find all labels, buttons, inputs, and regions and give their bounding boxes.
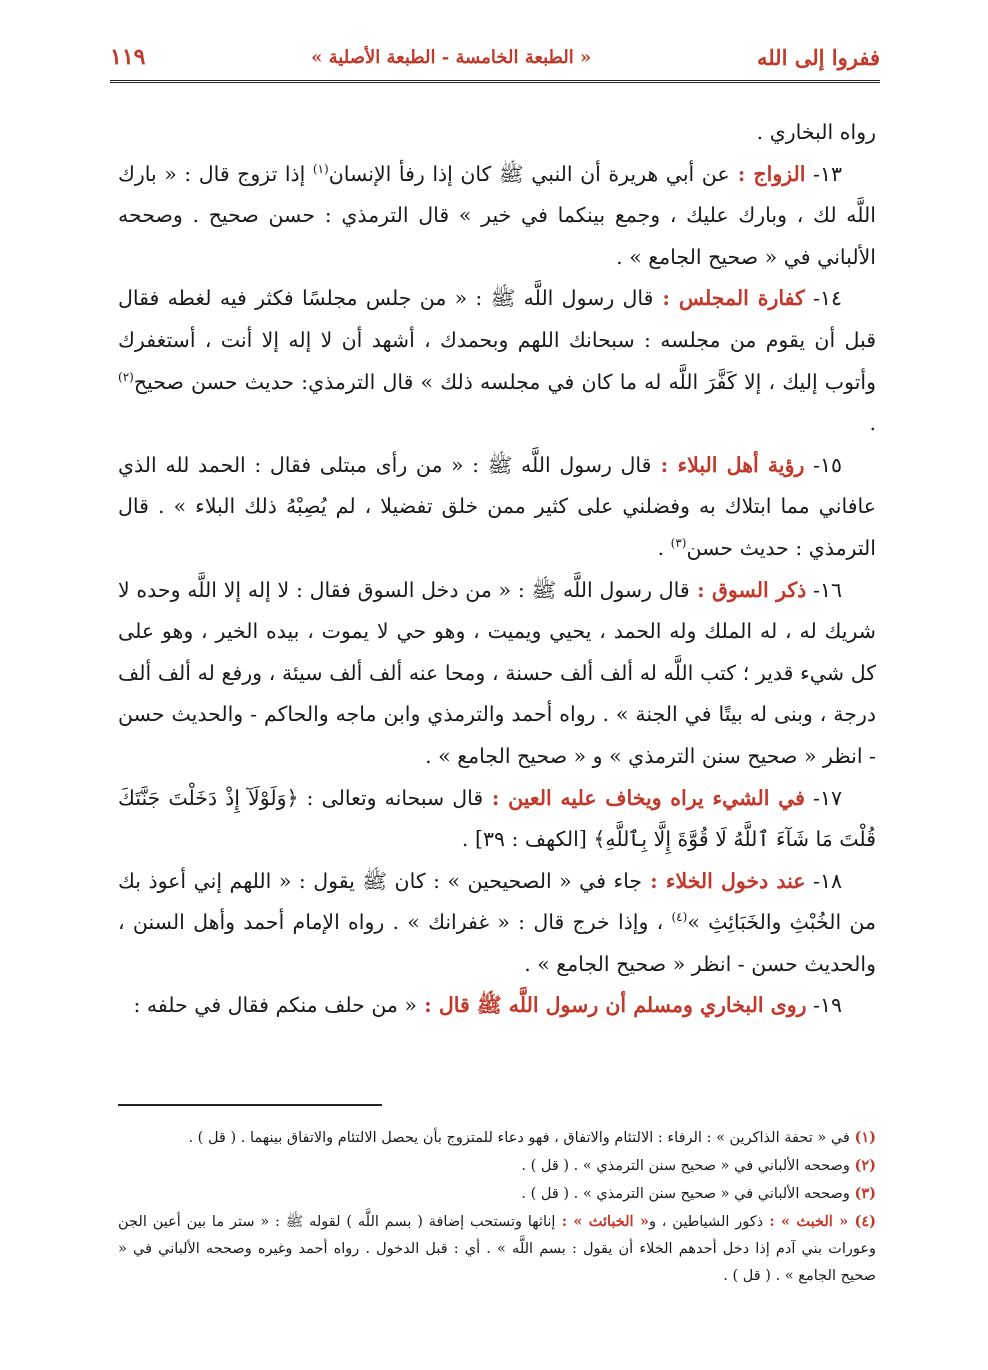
page-number: ١١٩	[110, 44, 146, 70]
item-17: ١٧- في الشيء يراه ويخاف عليه العين : قال سبحانه وتعالى : ﴿وَلَوْلَآ إِذْ دَخَلْتَ جَنَّتَكَ قُلْتَ مَا شَآءَ ٱللَّهُ لَا قُوَّةَ إِلَّا بِٱللَّهِ﴾ [الكهف : ٣٩] .	[118, 785, 876, 852]
item-heading: رؤية أهل البلاء :	[651, 452, 805, 477]
quran-verse: ﴿وَلَوْلَآ إِذْ دَخَلْتَ جَنَّتَكَ قُلْتَ مَا شَآءَ ٱللَّهُ لَا قُوَّةَ إِلَّا بِٱللَّهِ﴾	[118, 785, 876, 852]
edition-label: « الطبعة الخامسة - الطبعة الأصلية »	[311, 46, 592, 68]
item-heading: في الشيء يراه ويخاف عليه العين :	[483, 785, 805, 810]
item-14: ١٤- كفارة المجلس : قال رسول اللَّه ﷺ : « من جلس مجلسًا فكثر فيه لغطه فقال قبل أن يقوم من مجلسه : سبحانك اللهم وبحمدك ، أشهد أن لا إله إلا أنت ، أستغفرك وأتوب إليك ، إلا كَفَّرَ اللَّه له ما كان في مجلسه ذلك » قال الترمذي: حديث حسن صحيح$^{(٢)}$ .	[118, 286, 876, 436]
footnote-1: (١) في « تحفة الذاكرين » : الرفاء : الالتئام والاتفاق ، فهو دعاء للمتزوج بأن يحصل الالتئام والاتفاق بينهما . ( قل ) .	[188, 1129, 876, 1146]
item-heading: ذكر السوق :	[689, 577, 807, 602]
item-16: ١٦- ذكر السوق : قال رسول اللَّه ﷺ : « من دخل السوق فقال : لا إله إلا اللَّه وحده لا شريك له ، له الملك وله الحمد ، يحيي ويميت ، وهو حي لا يموت ، بيده الخير ، وهو على كل شيء قدير ؛ كتب اللَّه له ألف ألف حسنة ، ومحا عنه ألف ألف سيئة ، ورفع له ألف ألف درجة ، وبنى له بيتًا في الجنة » . رواه أحمد والترمذي وابن ماجه والحاكم - والحديث حسن - انظر « صحيح سنن الترمذي » و « صحيح الجامع » .	[118, 577, 876, 768]
footnote-2: (٢) وصححه الألباني في « صحيح سنن الترمذي » . ( قل ) .	[521, 1157, 876, 1174]
footnote-3: (٣) وصححه الألباني في « صحيح سنن الترمذي » . ( قل ) .	[521, 1185, 876, 1202]
running-header	[110, 34, 880, 83]
item-13: ١٣- الزواج : عن أبي هريرة أن النبي ﷺ كان إذا رفأ الإنسان$^{(١)}$ إذا تزوج قال : « بارك اللَّه لك ، وبارك عليك ، وجمع بينكما في خير » قال الترمذي : حسن صحيح . وصححه الألباني في « صحيح الجامع » .	[118, 161, 876, 269]
footnote-divider	[118, 1104, 382, 1106]
footnote-ref[interactable]: (٤)	[671, 910, 688, 925]
book-title: ففروا إلى الله	[756, 44, 880, 70]
item-heading: عند دخول الخلاء :	[642, 868, 806, 893]
item-heading: الزواج :	[729, 161, 806, 186]
footnote-4: (٤) « الخبث » : ذكور الشياطين ، و« الخبائث » : إناثها وتستحب إضافة ( بسم اللَّه ) لقوله ﷺ : « ستر ما بين أعين الجن وعورات بني آدم إذا دخل أحدهم الخلاء أن يقول : بسم اللَّه » . أي : قبل الدخول . رواه أحمد وغيره وصححه الألباني في « صحيح الجامع » . ( قل ) .	[118, 1213, 876, 1284]
paragraph-intro: رواه البخاري .	[756, 120, 876, 144]
item-19: ١٩- روى البخاري ومسلم أن رسول اللَّه ﷺ قال : « من حلف منكم فقال في حلفه :	[133, 993, 842, 1018]
footnote-ref[interactable]: (٢)	[118, 369, 134, 384]
item-heading: روى البخاري ومسلم أن رسول اللَّه ﷺ قال :	[416, 993, 807, 1018]
footnote-ref[interactable]: (٣)	[670, 536, 687, 551]
item-heading: كفارة المجلس :	[653, 286, 805, 311]
footnotes	[118, 1124, 876, 1290]
footnote-ref[interactable]: (١)	[312, 161, 329, 176]
item-18: ١٨- عند دخول الخلاء : جاء في « الصحيحين » : كان ﷺ يقول : « اللهم إني أعوذ بك من الخُبْثِ والخَبَائِثِ »$^{(٤)}$ ، وإذا خرج قال : « غفرانك » . رواه الإمام أحمد وأهل السنن ، والحديث حسن - انظر « صحيح الجامع » .	[118, 868, 876, 976]
item-15: ١٥- رؤية أهل البلاء : قال رسول اللَّه ﷺ : « من رأى مبتلى فقال : الحمد لله الذي عافاني مما ابتلاك به وفضلني على كثير ممن خلق تفضيلا ، لم يُصِبْهُ ذلك البلاء » . قال الترمذي : حديث حسن$^{(٣)}$ .	[118, 452, 876, 560]
page-body	[118, 112, 876, 1027]
